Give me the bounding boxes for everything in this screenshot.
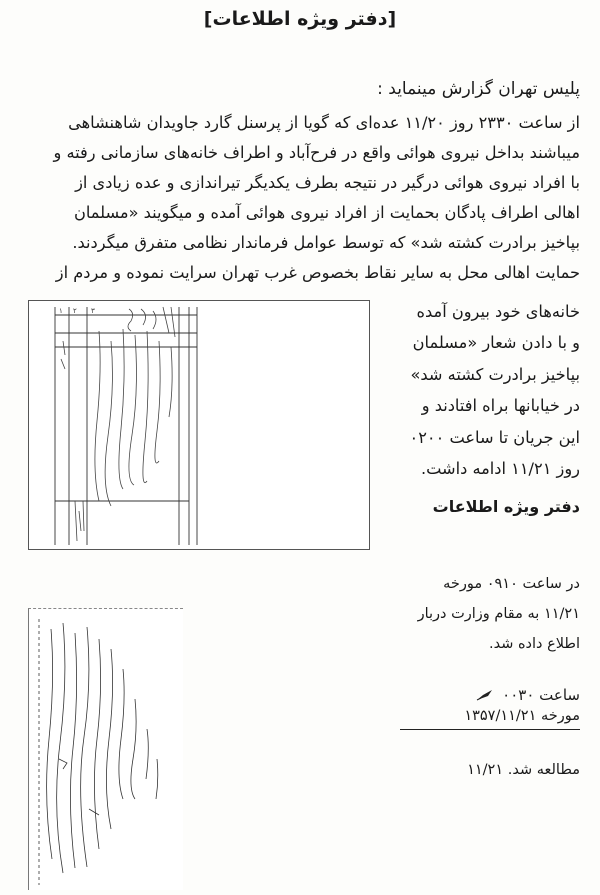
- note-line: در ساعت ۰۹۱۰ مورخه: [443, 576, 580, 592]
- svg-text:۳: ۳: [91, 307, 95, 315]
- report-line: با افراد نیروی هوائی درگیر در نتیجه بطرف یکدیگر تیراندازی و عده زیادی از: [75, 173, 580, 192]
- svg-text:۲: ۲: [73, 307, 77, 315]
- report-line: اهالی اطراف پادگان بحمایت از افراد نیروی هوائی آمده و میگویند «مسلمان: [73, 203, 580, 222]
- report-line: حمایت اهالی محل به سایر نقاط بخصوص غرب تهران سرایت نموده و مردم از: [55, 263, 580, 282]
- report-line: این جریان تا ساعت ۰۲۰۰: [409, 427, 580, 447]
- scanned-handwritten-note-image: [28, 608, 183, 890]
- report-paragraph-continued: [365, 296, 580, 484]
- divider-line: [400, 729, 580, 730]
- note-line: اطلاع داده شد.: [488, 636, 580, 652]
- report-line: بپاخیز برادرت کشته شد»: [410, 364, 580, 384]
- salutation: پلیس تهران گزارش مینماید :: [377, 79, 580, 99]
- report-line: روز ۱۱/۲۱ ادامه داشت.: [421, 459, 580, 479]
- report-line: از ساعت ۲۳۳۰ روز ۱۱/۲۰ عده‌ای که گویا از پرسنل گارد جاویدان شاهنشاهی: [68, 113, 580, 132]
- note-line: ۱۱/۲۱ به مقام وزارت دربار: [417, 606, 580, 622]
- time-text: ساعت ۰۰۳۰: [502, 686, 580, 704]
- reviewed-note: مطالعه شد. ۱۱/۲۱: [467, 762, 580, 778]
- report-line: در خیابانها براه افتادند و: [421, 396, 580, 416]
- scanned-ledger-image: [28, 300, 370, 550]
- report-line: خانه‌های خود بیرون آمده: [416, 302, 580, 321]
- date-stamp: مورخه ۱۳۵۷/۱۱/۲۱: [464, 708, 580, 724]
- office-signature: دفتر ویژه اطلاعات: [432, 497, 580, 516]
- page-header: [دفتر ویژه اطلاعات]: [203, 8, 397, 30]
- report-line: بپاخیز برادرت کشته شد» که توسط عوامل فرماندار نظامی متفرق میگردند.: [72, 233, 580, 252]
- report-line: و با دادن شعار «مسلمان: [412, 333, 580, 353]
- svg-text:۱: ۱: [59, 307, 63, 315]
- report-line: میباشند بداخل نیروی هوائی واقع در فرح‌آباد و اطراف خانه‌های سازمانی رفته و: [53, 143, 580, 162]
- report-paragraph: [20, 108, 580, 288]
- time-stamp: [476, 686, 580, 704]
- delivery-note: [370, 569, 580, 659]
- pen-icon: [476, 689, 494, 701]
